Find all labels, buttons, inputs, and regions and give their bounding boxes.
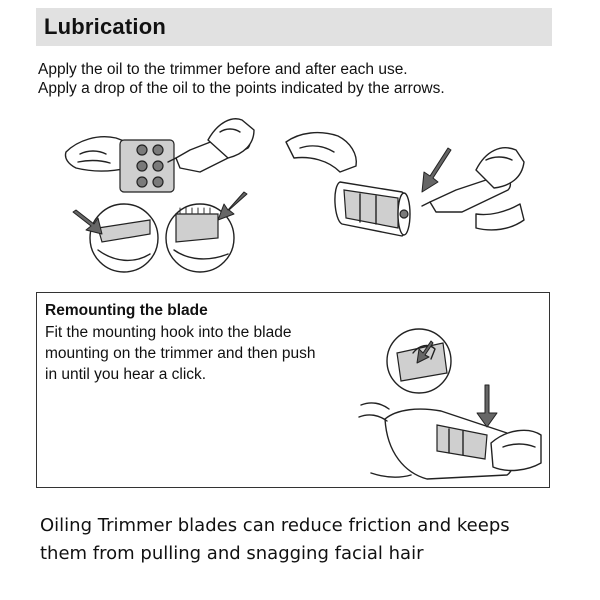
caption-line-1: Oiling Trimmer blades can reduce friction and keeps <box>40 515 510 536</box>
intro-text <box>38 60 445 98</box>
remount-title: Remounting the blade <box>45 302 208 319</box>
remount-instructions <box>45 322 365 385</box>
caption-line-2: them from pulling and snagging facial hair <box>40 543 424 564</box>
remount-blade-box <box>36 292 550 488</box>
intro-line-1: Apply the oil to the trimmer before and after each use. <box>38 61 408 78</box>
remount-line-3: in until you hear a click. <box>45 366 207 383</box>
oil-points-illustration <box>58 110 258 280</box>
remount-illustration <box>357 323 542 485</box>
intro-line-2: Apply a drop of the oil to the points indicated by the arrows. <box>38 80 445 97</box>
section-title: Lubrication <box>44 14 166 39</box>
section-header <box>36 8 552 46</box>
remount-line-2: mounting on the trimmer and then push <box>45 345 316 362</box>
remount-line-1: Fit the mounting hook into the blade <box>45 324 292 341</box>
caption-text <box>40 512 570 568</box>
oil-bottle-illustration <box>280 120 525 250</box>
